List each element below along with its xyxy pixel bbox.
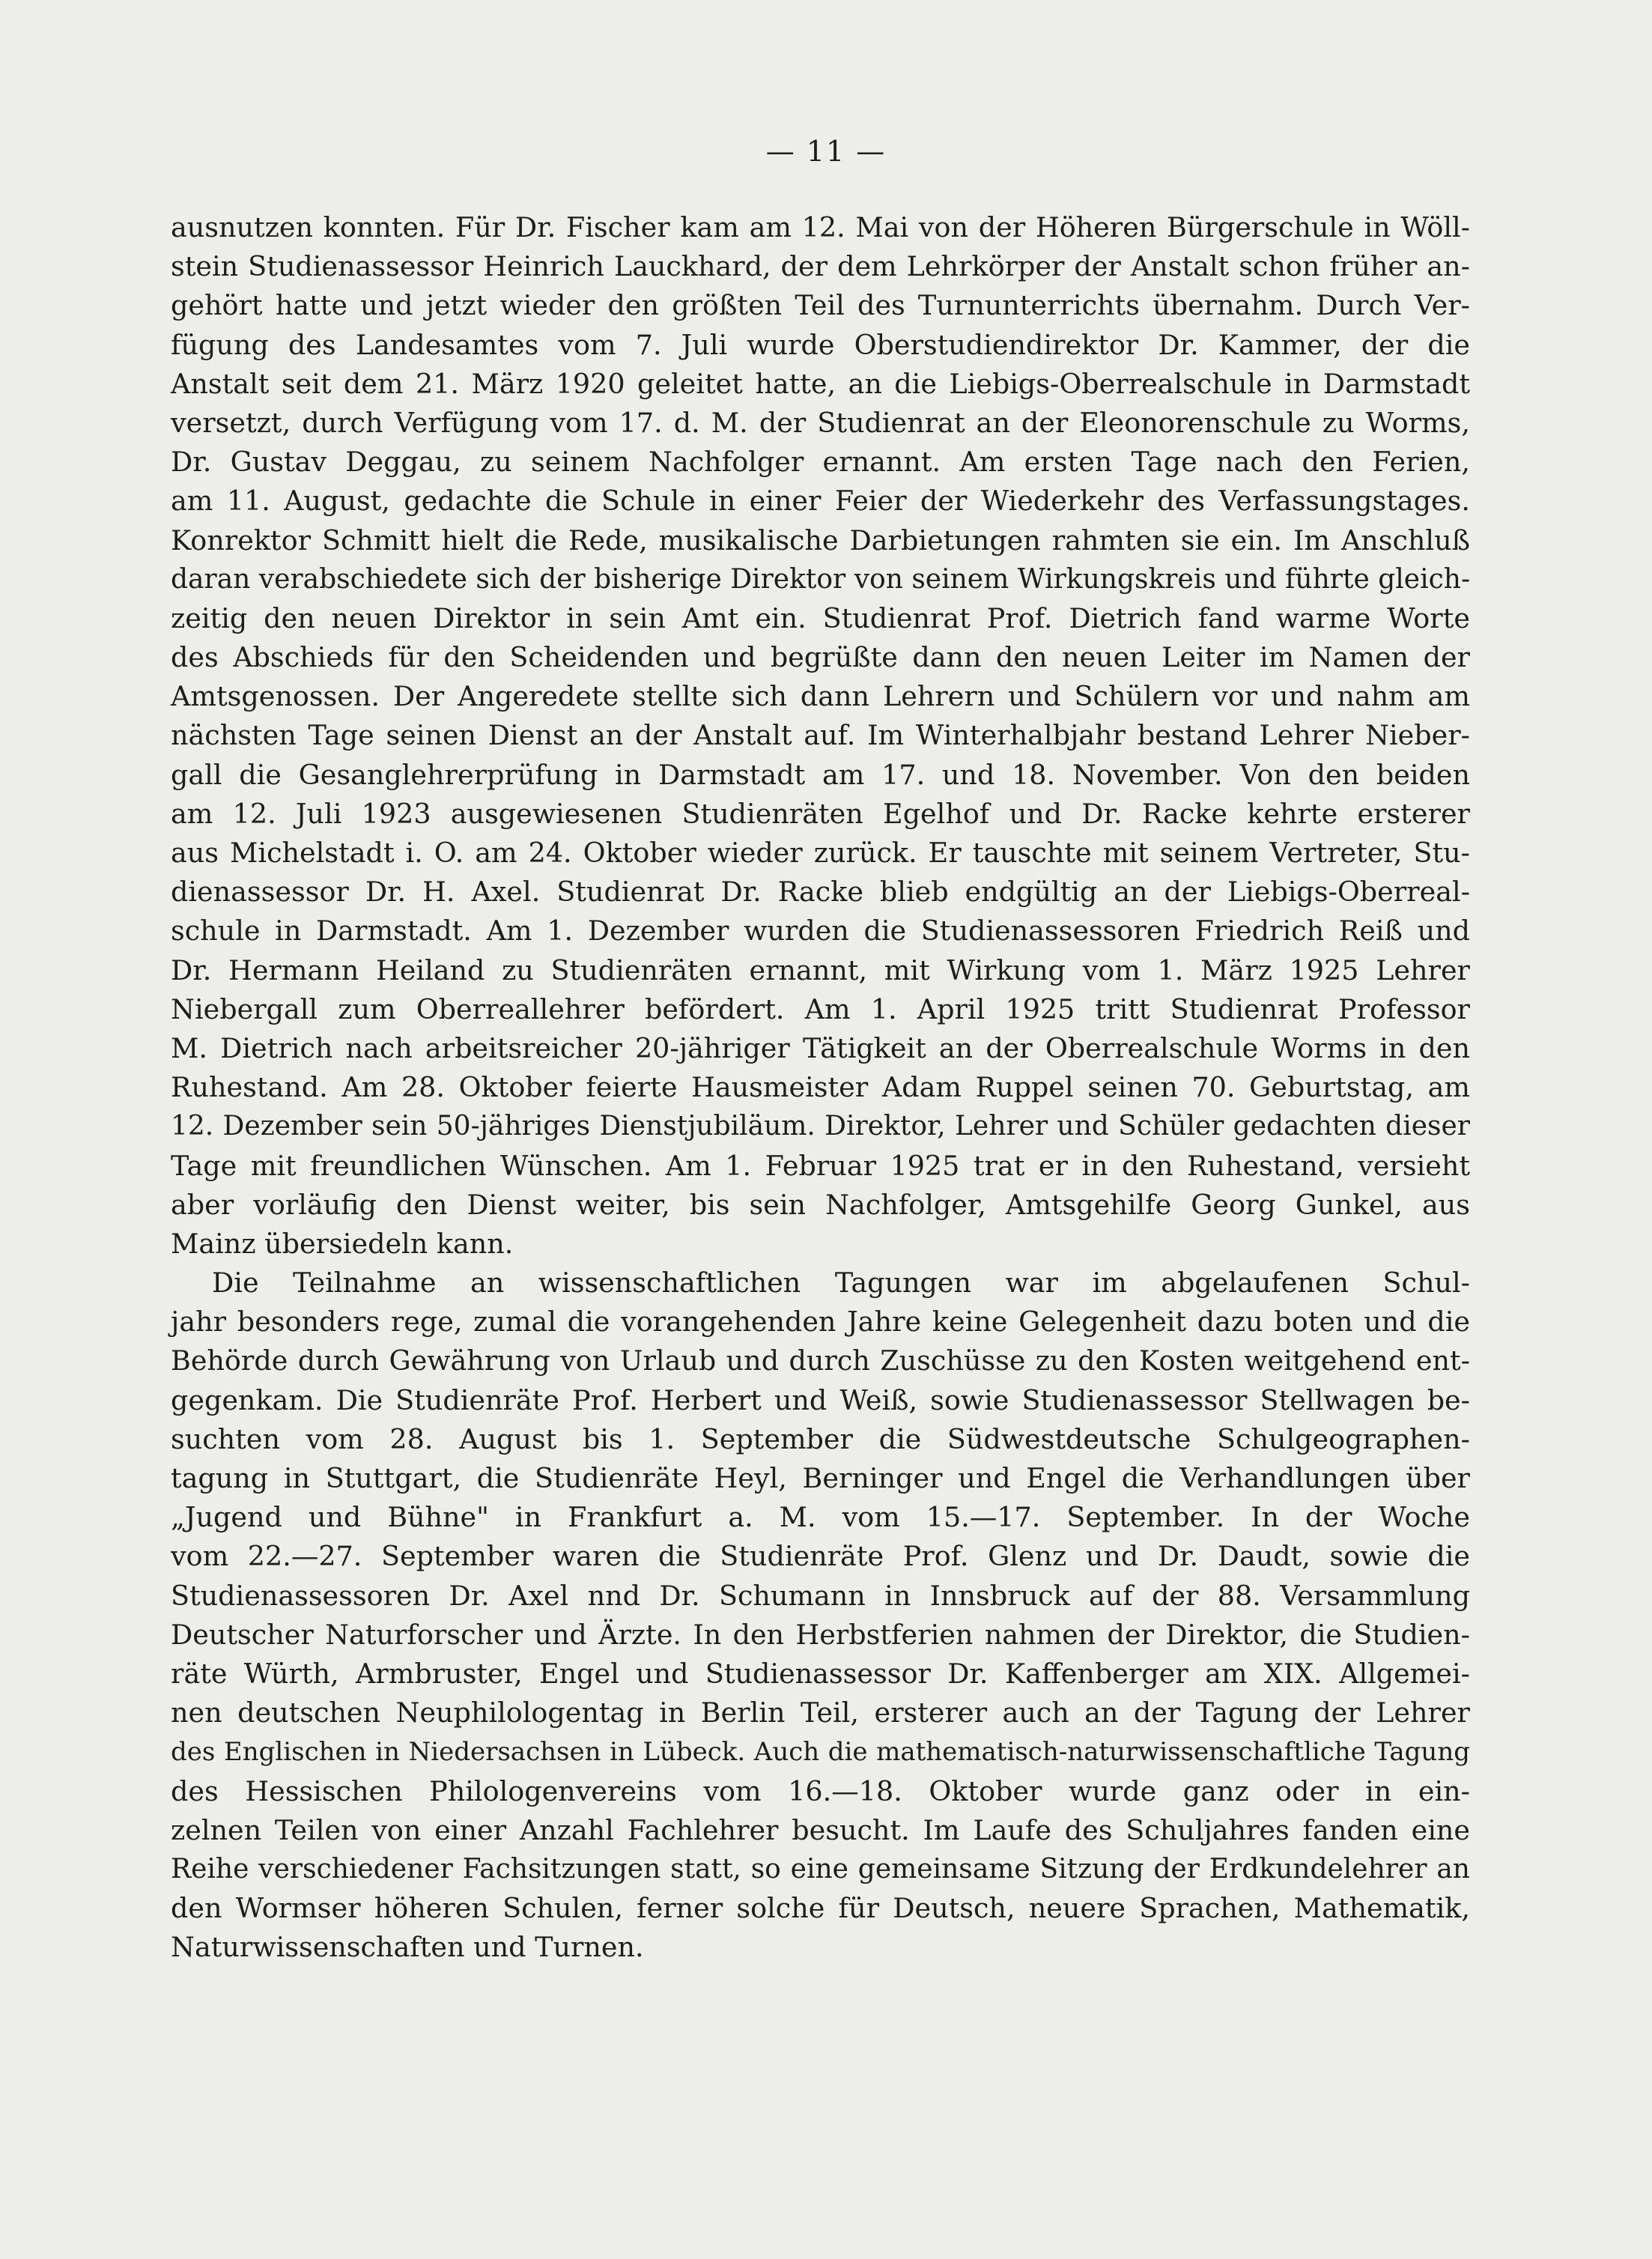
text-line: ausnutzen konnten. Für Dr. Fischer kam am 12. Mai von der Höheren Bürgerschule in Wöll- bbox=[171, 211, 1470, 243]
text-line: Mainz übersiedeln kann. bbox=[171, 1227, 514, 1260]
text-line: Tage mit freundlichen Wünschen. Am 1. Februar 1925 trat er in den Ruhestand, versieht bbox=[171, 1149, 1470, 1182]
body-text bbox=[171, 208, 1470, 1967]
text-line: Reihe verschiedener Fachsitzungen statt, so eine gemeinsame Sitzung der Erdkundelehrer an bbox=[171, 1853, 1470, 1884]
text-line: am 12. Juli 1923 ausgewiesenen Studienräten Egelhof und Dr. Racke kehrte ersterer bbox=[171, 797, 1470, 830]
text-line: räte Würth, Armbruster, Engel und Studienassessor Dr. Kaffenberger am XIX. Allgemei- bbox=[171, 1657, 1470, 1690]
text-line: M. Dietrich nach arbeitsreicher 20-jähriger Tätigkeit an der Oberrealschule Worms in den bbox=[171, 1031, 1470, 1064]
text-line: Anstalt seit dem 21. März 1920 geleitet hatte, an die Liebigs-Oberrealschule in Darmstadt bbox=[171, 367, 1470, 400]
text-line: vom 22.—27. September waren die Studienräte Prof. Glenz und Dr. Daudt, sowie die bbox=[171, 1540, 1470, 1573]
text-line: Naturwissenschaften und Turnen. bbox=[171, 1931, 644, 1964]
text-line: jahr besonders rege, zumal die vorangehenden Jahre keine Gelegenheit dazu boten und die bbox=[171, 1306, 1470, 1338]
paragraph-conferences bbox=[171, 1264, 1470, 1967]
text-line: Dr. Hermann Heiland zu Studienräten ernannt, mit Wirkung vom 1. März 1925 Lehrer bbox=[171, 953, 1470, 986]
text-line: Amtsgenossen. Der Angeredete stellte sich dann Lehrern und Schülern vor und nahm am bbox=[171, 680, 1470, 713]
text-line: Dr. Gustav Deggau, zu seinem Nachfolger ernannt. Am ersten Tage nach den Ferien, bbox=[171, 446, 1470, 479]
text-line: aus Michelstadt i. O. am 24. Oktober wieder zurück. Er tauschte mit seinem Vertreter, Stu- bbox=[171, 837, 1470, 869]
text-line: zeitig den neuen Direktor in sein Amt ein. Studienrat Prof. Dietrich fand warme Worte bbox=[171, 601, 1470, 634]
text-line: fügung des Landesamtes vom 7. Juli wurde Oberstudiendirektor Dr. Kammer, der die bbox=[171, 328, 1470, 361]
text-line: daran verabschiedete sich der bisherige Direktor von seinem Wirkungskreis und führte gleich- bbox=[171, 563, 1471, 595]
text-line: Studienassessoren Dr. Axel nnd Dr. Schumann in Innsbruck auf der 88. Versammlung bbox=[171, 1579, 1470, 1612]
text-line: des Abschieds für den Scheidenden und begrüßte dann den neuen Leiter im Namen der bbox=[171, 641, 1470, 674]
text-line: 12. Dezember sein 50-jähriges Dienstjubiläum. Direktor, Lehrer und Schüler gedachten dieser bbox=[171, 1111, 1470, 1142]
text-line: Deutscher Naturforscher und Ärzte. In den Herbstferien nahmen der Direktor, die Studien- bbox=[171, 1618, 1470, 1651]
text-line: suchten vom 28. August bis 1. September die Südwestdeutsche Schulgeographen- bbox=[171, 1422, 1470, 1455]
text-line: versetzt, durch Verfügung vom 17. d. M. der Studienrat an der Eleonorenschule zu Worms, bbox=[171, 406, 1470, 439]
paragraph-staff-changes bbox=[171, 208, 1470, 1264]
text-line: dienassessor Dr. H. Axel. Studienrat Dr. Racke blieb endgültig an der Liebigs-Oberreal- bbox=[171, 876, 1470, 909]
page-number: — 11 — bbox=[765, 135, 887, 168]
text-line: „Jugend und Bühne" in Frankfurt a. M. vom 15.—17. September. In der Woche bbox=[171, 1501, 1470, 1534]
text-line: Behörde durch Gewährung von Urlaub und durch Zuschüsse zu den Kosten weitgehend ent- bbox=[171, 1344, 1470, 1377]
text-line: Konrektor Schmitt hielt die Rede, musikalische Darbietungen rahmten sie ein. Im Anschluß bbox=[171, 524, 1470, 557]
text-line: gehört hatte und jetzt wieder den größten Teil des Turnunterrichts übernahm. Durch Ver- bbox=[171, 289, 1470, 322]
text-line: Niebergall zum Oberreallehrer befördert. Am 1. April 1925 tritt Studienrat Professor bbox=[171, 992, 1470, 1025]
text-line: zelnen Teilen von einer Anzahl Fachlehrer besucht. Im Laufe des Schuljahres fanden eine bbox=[171, 1813, 1470, 1846]
text-line: gall die Gesanglehrerprüfung in Darmstadt am 17. und 18. November. Von den beiden bbox=[171, 758, 1470, 791]
text-line: stein Studienassessor Heinrich Lauckhard, der dem Lehrkörper der Anstalt schon früher an- bbox=[171, 250, 1470, 283]
text-line: Die Teilnahme an wissenschaftlichen Tagungen war im abgelaufenen Schul- bbox=[212, 1267, 1470, 1300]
text-line: aber vorläufig den Dienst weiter, bis sein Nachfolger, Amtsgehilfe Georg Gunkel, aus bbox=[171, 1188, 1470, 1221]
text-line: gegenkam. Die Studienräte Prof. Herbert und Weiß, sowie Studienassessor Stellwagen be- bbox=[171, 1383, 1470, 1416]
text-line: schule in Darmstadt. Am 1. Dezember wurden die Studienassessoren Friedrich Reiß und bbox=[171, 915, 1470, 947]
text-line: des Englischen in Niedersachsen in Lübeck. Auch die mathematisch-naturwissenschaftliche Tagung bbox=[171, 1737, 1470, 1768]
text-line: am 11. August, gedachte die Schule in einer Feier der Wiederkehr des Verfassungstages. bbox=[171, 485, 1470, 518]
text-line: nen deutschen Neuphilologentag in Berlin Teil, ersterer auch an der Tagung der Lehrer bbox=[171, 1696, 1470, 1729]
text-line: Ruhestand. Am 28. Oktober feierte Hausmeister Adam Ruppel seinen 70. Geburtstag, am bbox=[171, 1071, 1470, 1104]
text-line: den Wormser höheren Schulen, ferner solche für Deutsch, neuere Sprachen, Mathematik, bbox=[171, 1892, 1470, 1925]
text-line: tagung in Stuttgart, die Studienräte Heyl, Berninger und Engel die Verhandlungen über bbox=[171, 1462, 1470, 1494]
text-line: des Hessischen Philologenvereins vom 16.—18. Oktober wurde ganz oder in ein- bbox=[171, 1774, 1470, 1807]
text-line: nächsten Tage seinen Dienst an der Anstalt auf. Im Winterhalbjahr bestand Lehrer Nieber- bbox=[171, 719, 1470, 752]
